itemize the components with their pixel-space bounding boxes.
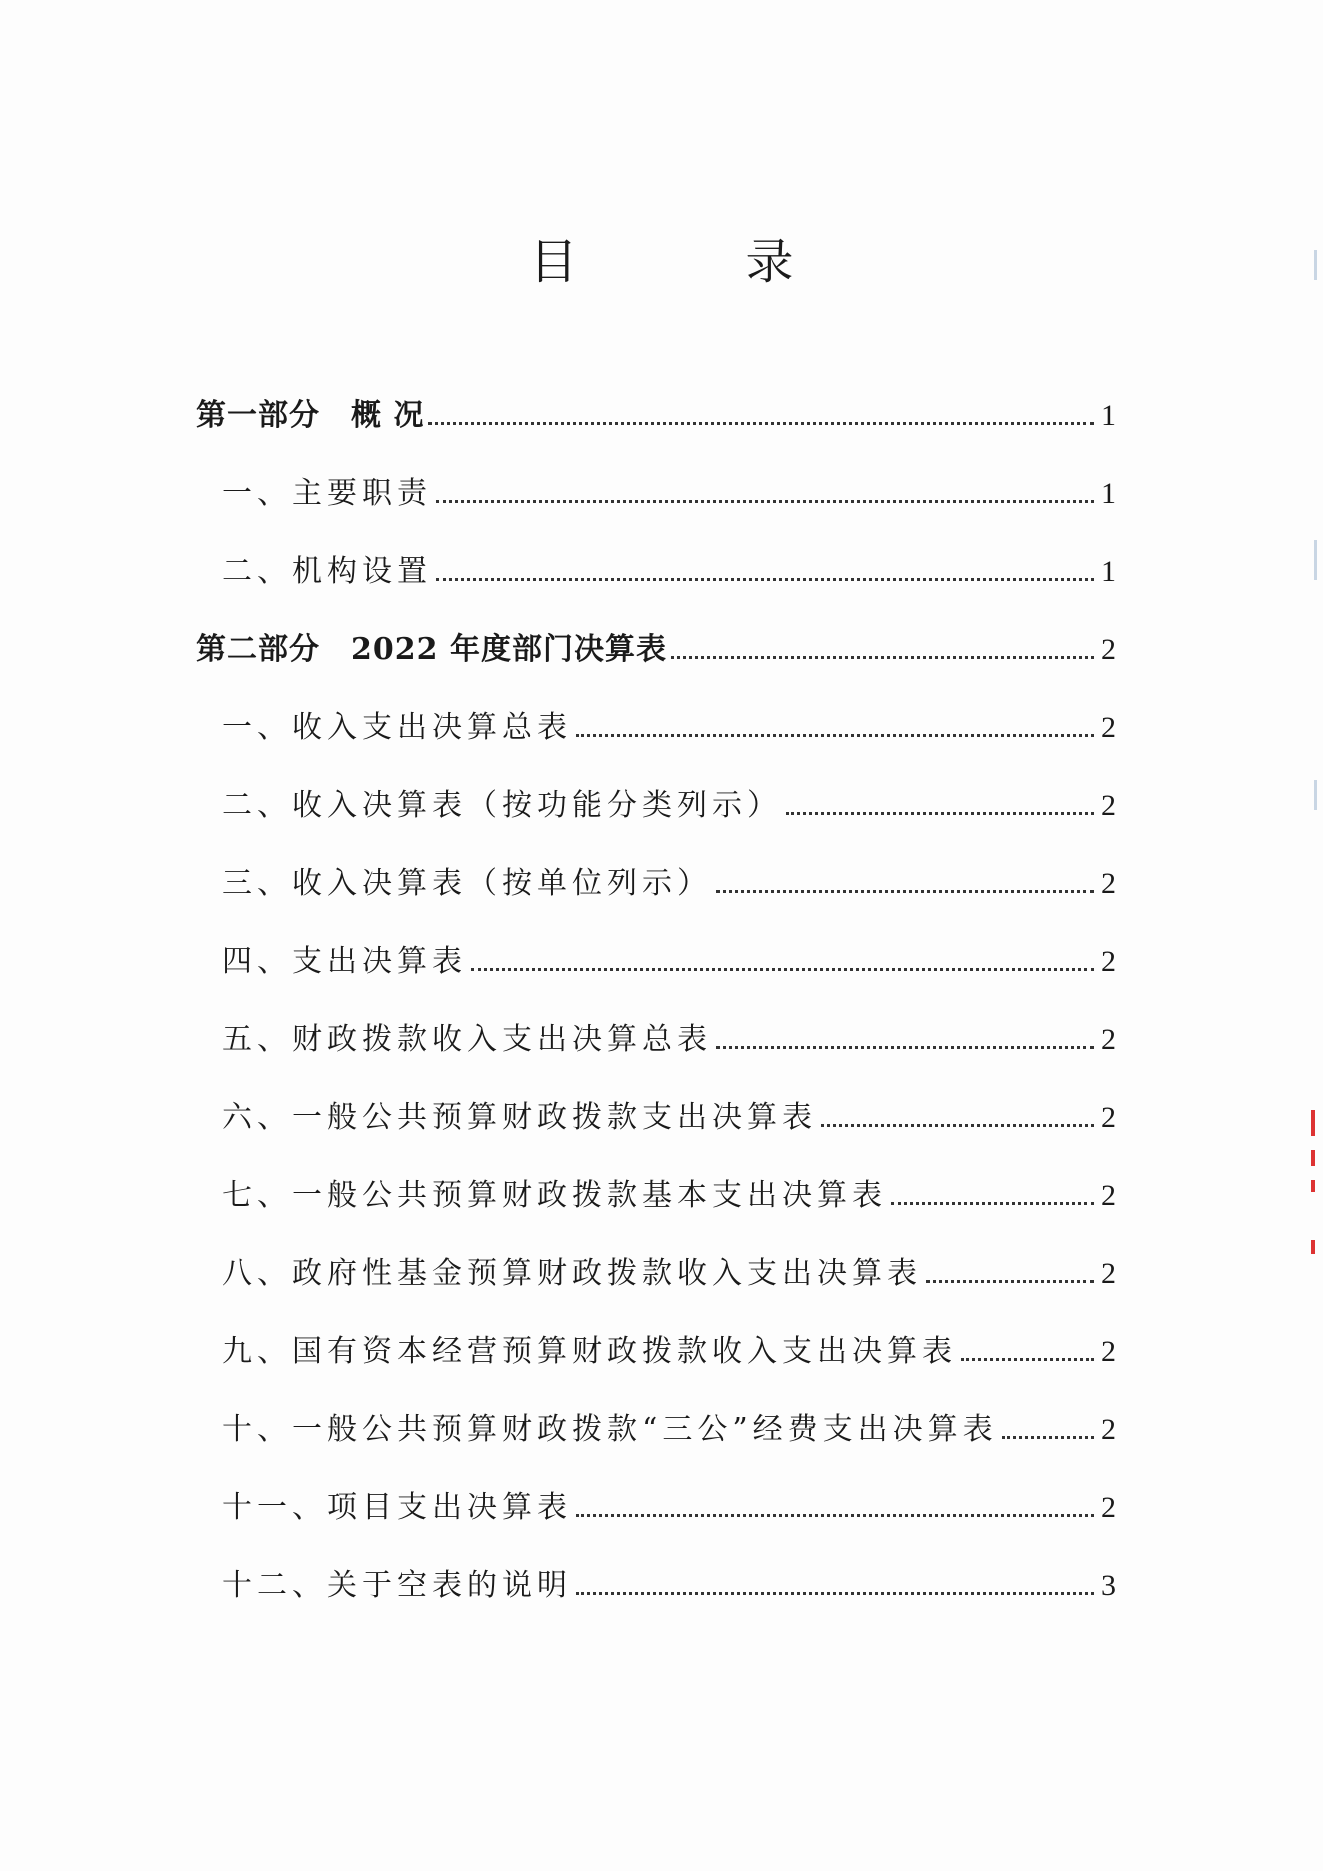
toc-entry-page: 2: [1101, 1335, 1116, 1368]
toc-entry: [196, 854, 1116, 932]
toc-leader-dots: [436, 499, 1094, 503]
toc-entry: [196, 1088, 1116, 1166]
toc-entry-page: 2: [1101, 1101, 1116, 1134]
toc-entry-label: 第二部分 2022 年度部门决算表: [196, 632, 667, 667]
toc-leader-dots: [471, 967, 1094, 971]
toc-entry-label: 十、一般公共预算财政拨款“三公”经费支出决算表: [222, 1412, 998, 1447]
scan-edge-mark: [1314, 780, 1317, 810]
toc-entry: [196, 386, 1116, 464]
toc-leader-dots: [716, 889, 1094, 893]
toc-leader-dots: [428, 421, 1094, 425]
toc-entry: [196, 1010, 1116, 1088]
toc-leader-dots: [891, 1201, 1094, 1205]
toc-entry-page: 3: [1101, 1569, 1116, 1602]
toc-entry-page: 2: [1101, 1257, 1116, 1290]
seal-fragment: [1311, 1110, 1315, 1136]
toc-entry: [196, 1478, 1116, 1556]
page-title: 目 录: [529, 234, 854, 290]
toc-entry: [196, 776, 1116, 854]
toc-leader-dots: [1002, 1435, 1094, 1439]
toc-entry-label: 二、机构设置: [222, 554, 432, 589]
scan-edge-mark: [1314, 250, 1317, 280]
toc-leader-dots: [576, 1513, 1094, 1517]
toc-leader-dots: [821, 1123, 1094, 1127]
toc-leader-dots: [671, 655, 1094, 659]
seal-fragment: [1311, 1150, 1315, 1166]
toc-entry-page: 1: [1101, 555, 1116, 588]
toc-entry-label: 十一、项目支出决算表: [222, 1490, 572, 1525]
toc-entry-label: 十二、关于空表的说明: [222, 1568, 572, 1603]
toc-entry-label: 一、主要职责: [222, 476, 432, 511]
seal-fragment: [1311, 1180, 1315, 1192]
toc-entry: [196, 1244, 1116, 1322]
toc-entry-page: 2: [1101, 1413, 1116, 1446]
toc-entry-label: 第一部分 概 况: [196, 398, 425, 433]
toc-entry-label: 七、一般公共预算财政拨款基本支出决算表: [222, 1178, 887, 1213]
toc-entry-page: 2: [1101, 711, 1116, 744]
toc-entry-page: 1: [1101, 399, 1116, 432]
seal-fragment: [1311, 1240, 1315, 1254]
toc-entry-label: 四、支出决算表: [222, 944, 467, 979]
toc-entry: [196, 1400, 1116, 1478]
toc-entry-page: 2: [1101, 789, 1116, 822]
toc-entry-label: 一、收入支出决算总表: [222, 710, 572, 745]
toc-entry-page: 2: [1101, 633, 1116, 666]
toc-entry-page: 2: [1101, 1023, 1116, 1056]
toc-leader-dots: [576, 1591, 1094, 1595]
toc-entry: [196, 1556, 1116, 1634]
toc-entry-page: 2: [1101, 867, 1116, 900]
toc-entry-label: 六、一般公共预算财政拨款支出决算表: [222, 1100, 817, 1135]
toc-leader-dots: [926, 1279, 1094, 1283]
toc-leader-dots: [716, 1045, 1094, 1049]
toc-entry-page: 1: [1101, 477, 1116, 510]
toc-entry-page: 2: [1101, 1491, 1116, 1524]
toc-entry-label: 九、国有资本经营预算财政拨款收入支出决算表: [222, 1334, 957, 1369]
toc-entry: [196, 698, 1116, 776]
toc-entry: [196, 464, 1116, 542]
toc-leader-dots: [576, 733, 1094, 737]
toc-entry: [196, 542, 1116, 620]
toc-leader-dots: [786, 811, 1094, 815]
toc-entry: [196, 1166, 1116, 1244]
toc-entry-label: 二、收入决算表（按功能分类列示）: [222, 788, 782, 823]
toc-entry-label: 五、财政拨款收入支出决算总表: [222, 1022, 712, 1057]
toc-entry: [196, 932, 1116, 1010]
toc-entry-page: 2: [1101, 1179, 1116, 1212]
toc-leader-dots: [961, 1357, 1094, 1361]
toc-entry-label: 三、收入决算表（按单位列示）: [222, 866, 712, 901]
scan-edge-mark: [1314, 540, 1317, 580]
toc-entry: [196, 620, 1116, 698]
toc-entry: [196, 1322, 1116, 1400]
toc-entry-label: 八、政府性基金预算财政拨款收入支出决算表: [222, 1256, 922, 1291]
table-of-contents: [196, 386, 1116, 1634]
toc-leader-dots: [436, 577, 1094, 581]
toc-entry-page: 2: [1101, 945, 1116, 978]
